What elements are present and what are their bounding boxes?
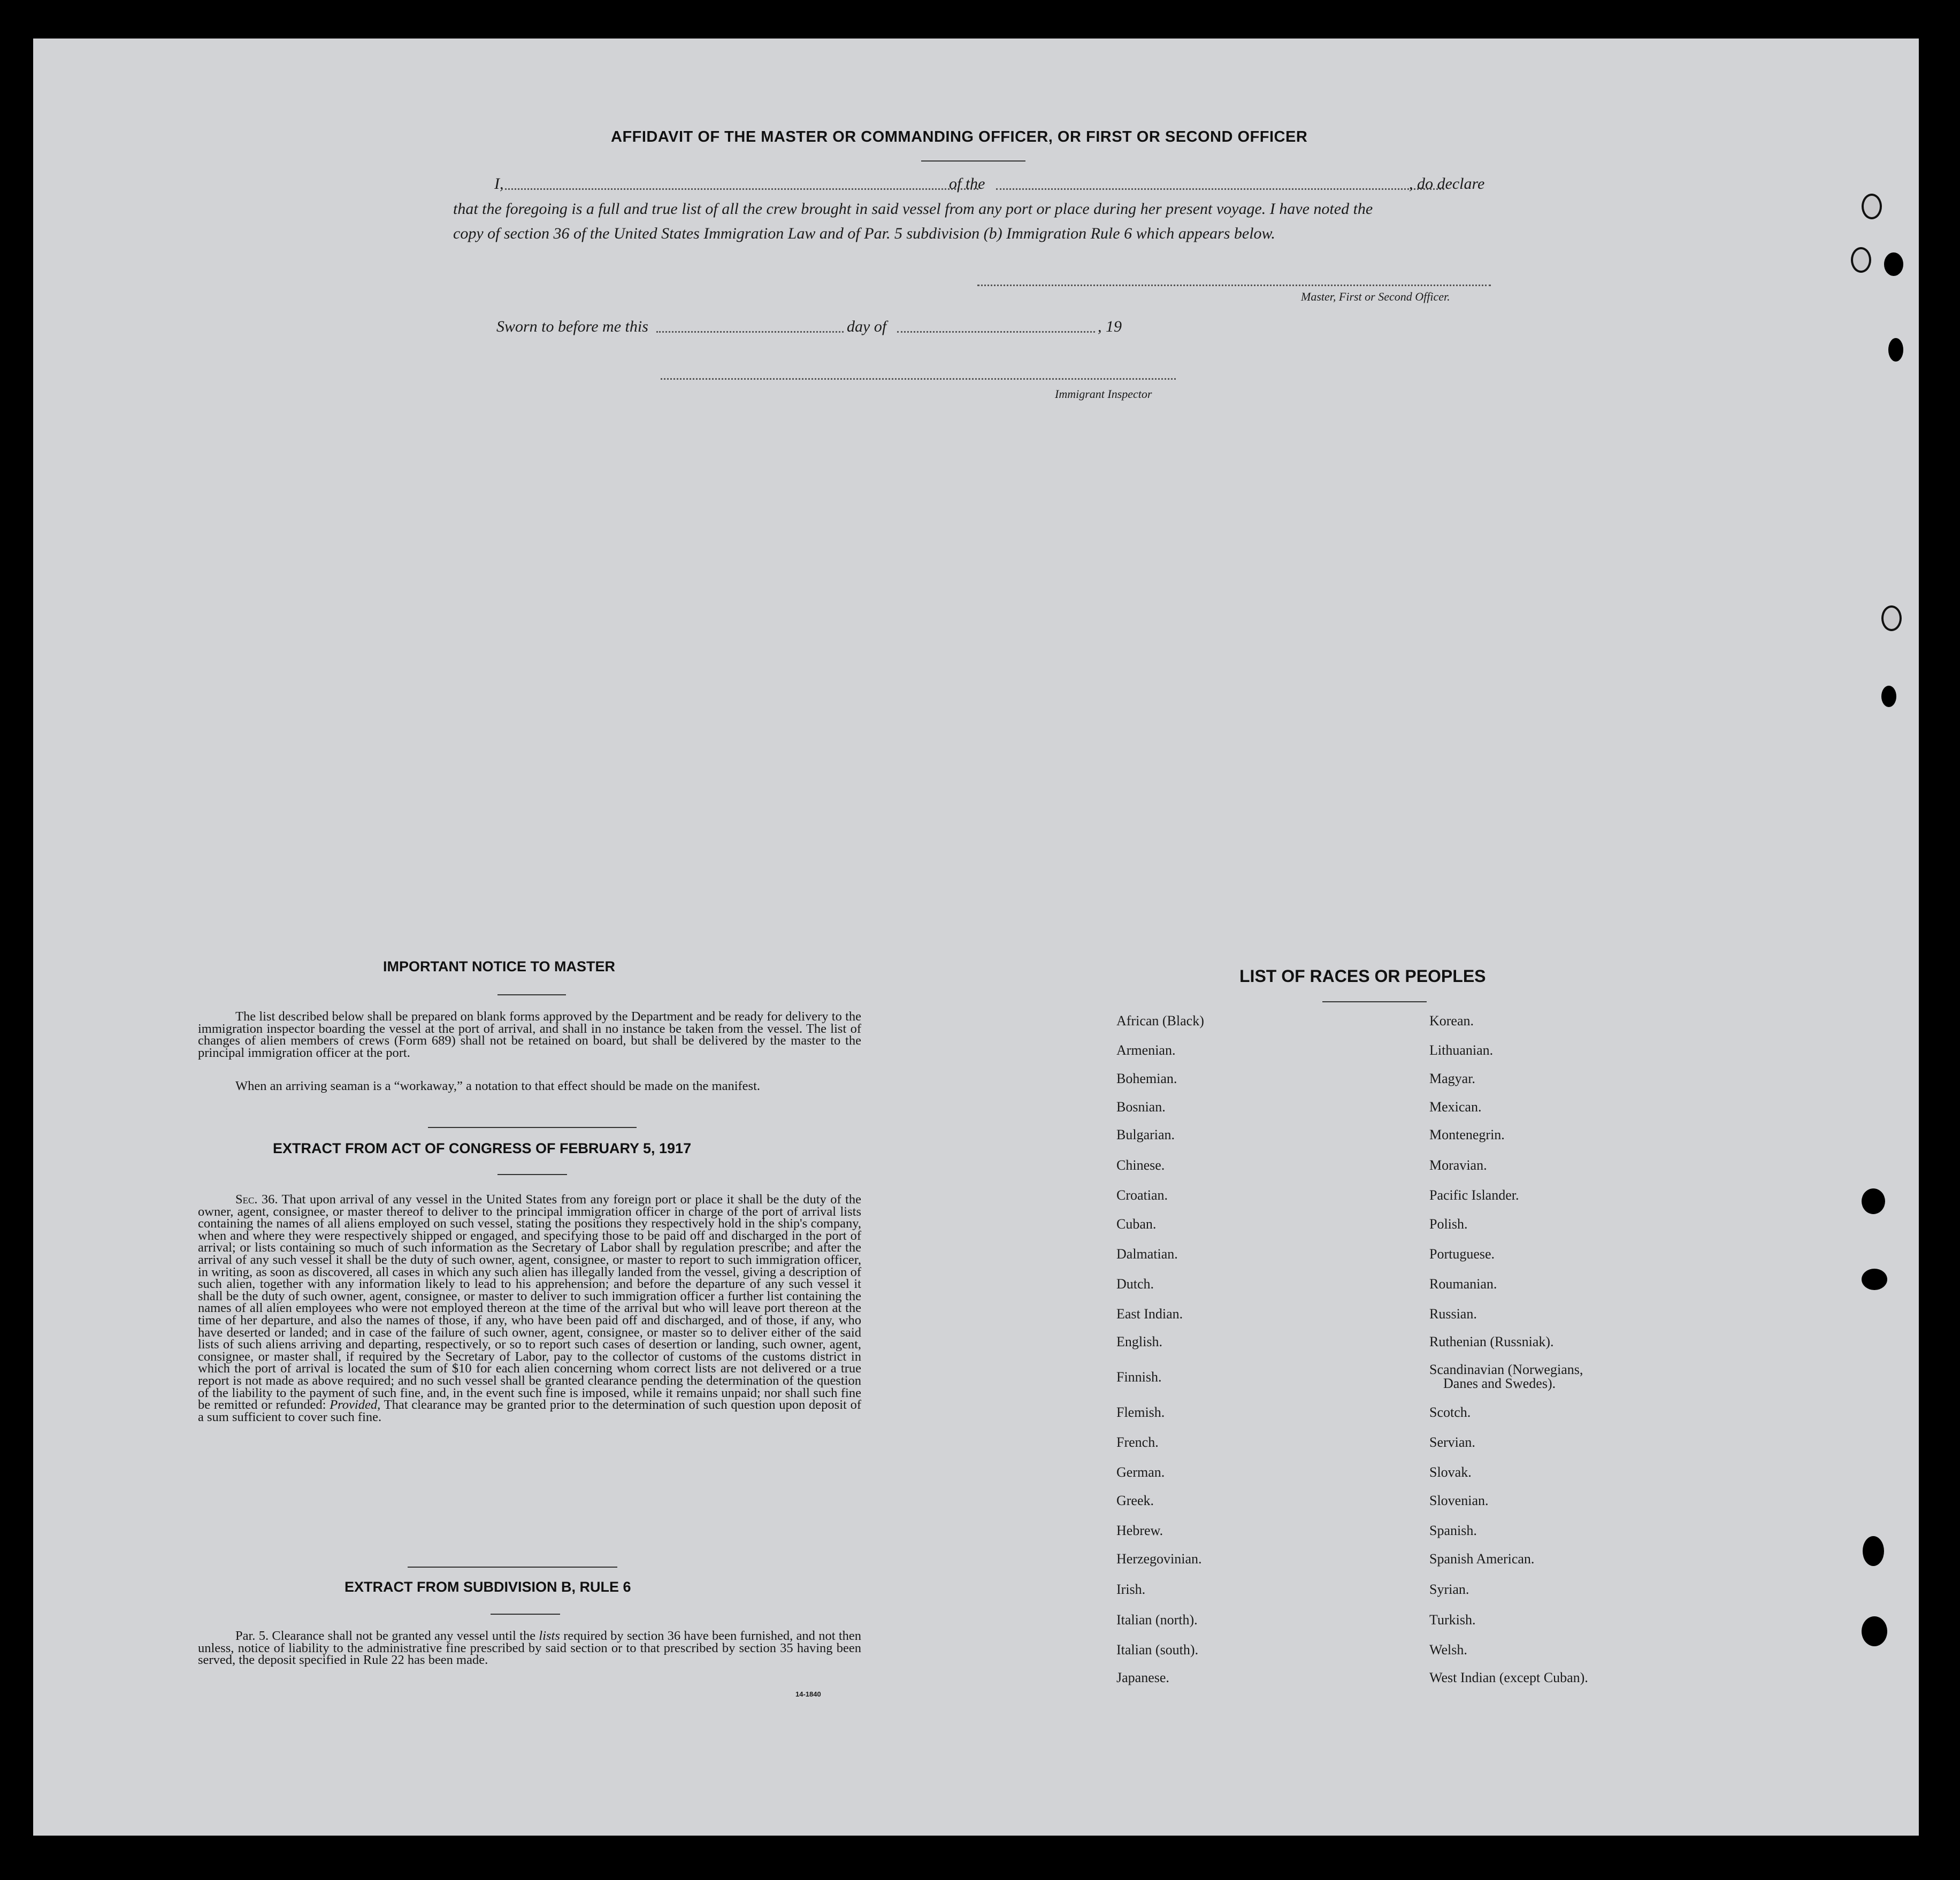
binder-hole [1888, 338, 1903, 362]
form-number: 14-1840 [795, 1690, 821, 1698]
race-item: African (Black) [1116, 1013, 1204, 1029]
affidavit-title: AFFIDAVIT OF THE MASTER OR COMMANDING OFFICER, OR FIRST OR SECOND OFFICER [611, 128, 1308, 145]
rule6-text-a: Par. 5. Clearance shall not be granted any vessel until the [235, 1629, 536, 1643]
race-item: Syrian. [1429, 1582, 1469, 1597]
affidavit-line3: copy of section 36 of the United States Immigration Law and of Par. 5 subdivision (b) Immigration Rule 6 which appears below. [453, 225, 1275, 242]
binder-hole [1881, 686, 1896, 707]
race-item: Scandinavian (Norwegians, [1429, 1362, 1583, 1377]
race-item: Cuban. [1116, 1216, 1157, 1232]
race-item: Herzegovinian. [1116, 1551, 1202, 1567]
race-item: Servian. [1429, 1434, 1475, 1450]
act-text-end: That clearance may be granted prior to the determination of such question upon deposit of a sum sufficient to cover such fine. [198, 1398, 862, 1424]
sec-label: Sec. 36. [235, 1192, 278, 1207]
race-item: Polish. [1429, 1216, 1468, 1232]
notice-divider [497, 994, 566, 995]
title-divider [921, 160, 1025, 162]
race-item: English. [1116, 1334, 1162, 1349]
vessel-blank [996, 188, 1444, 190]
race-item: Slovak. [1429, 1464, 1472, 1480]
affidavit-of-the: of the [949, 175, 985, 193]
race-item: Magyar. [1429, 1071, 1475, 1086]
races-divider [1322, 1001, 1427, 1002]
section-divider-2 [408, 1567, 617, 1568]
act-paragraph [198, 1194, 861, 1423]
race-item: Welsh. [1429, 1642, 1467, 1658]
affidavit-declare: , do declare [1409, 175, 1485, 193]
sworn-day-blank [656, 331, 844, 333]
race-item: Bulgarian. [1116, 1127, 1175, 1142]
race-item: Irish. [1116, 1582, 1146, 1597]
race-item: Japanese. [1116, 1670, 1169, 1685]
race-item: Flemish. [1116, 1405, 1165, 1420]
binder-hole [1862, 1616, 1887, 1646]
race-item: Dalmatian. [1116, 1246, 1178, 1262]
binder-hole [1862, 1269, 1887, 1290]
race-item: Italian (south). [1116, 1642, 1199, 1658]
master-label: Master, First or Second Officer. [1301, 290, 1450, 303]
notice-paragraph-2 [198, 1080, 861, 1093]
master-signature-line [977, 285, 1491, 286]
name-blank [505, 188, 978, 190]
document-page [33, 39, 1919, 1836]
race-item: German. [1116, 1464, 1165, 1480]
notice-text-2: When an arriving seaman is a “workaway,” a notation to that effect should be made on the manifest. [235, 1079, 761, 1093]
act-title: EXTRACT FROM ACT OF CONGRESS OF FEBRUARY 5, 1917 [273, 1140, 692, 1156]
race-item: Mexican. [1429, 1099, 1482, 1115]
race-item: Montenegrin. [1429, 1127, 1505, 1142]
sworn-text: Sworn to before me this [496, 318, 648, 335]
races-title: LIST OF RACES OR PEOPLES [1239, 966, 1486, 986]
race-item: Moravian. [1429, 1157, 1487, 1173]
race-item: Dutch. [1116, 1276, 1154, 1292]
rule6-paragraph [198, 1630, 861, 1667]
race-item: Roumanian. [1429, 1276, 1497, 1292]
race-item: Portuguese. [1429, 1246, 1495, 1262]
notice-paragraph-1 [198, 1011, 861, 1059]
rule6-title: EXTRACT FROM SUBDIVISION B, RULE 6 [344, 1579, 631, 1595]
race-item: French. [1116, 1434, 1159, 1450]
sworn-month-blank [897, 331, 1095, 333]
inspector-signature-line [661, 378, 1176, 380]
race-item: Armenian. [1116, 1042, 1176, 1058]
binder-hole [1884, 252, 1903, 276]
race-item: Hebrew. [1116, 1523, 1163, 1538]
race-item: Lithuanian. [1429, 1042, 1494, 1058]
binder-hole [1881, 605, 1902, 631]
race-item-sub: Danes and Swedes). [1443, 1376, 1556, 1391]
race-item: Bosnian. [1116, 1099, 1166, 1115]
race-item: Pacific Islander. [1429, 1187, 1519, 1203]
race-item: Ruthenian (Russniak). [1429, 1334, 1554, 1349]
affidavit-line2: that the foregoing is a full and true list of all the crew brought in said vessel from any port or place during her present voyage. I have noted the [453, 200, 1373, 218]
binder-hole [1863, 1536, 1884, 1566]
section-divider-1 [428, 1127, 637, 1128]
binder-hole [1862, 194, 1882, 219]
race-item: Chinese. [1116, 1157, 1165, 1173]
race-item: Bohemian. [1116, 1071, 1177, 1086]
year-text: , 19 [1098, 318, 1122, 335]
act-text: That upon arrival of any vessel in the United States from any foreign port or place it shall be the duty of the owner, agent, consignee, or master thereof to deliver to the principal immigration officer in charge of the port of arrival lists containing the names of all aliens employed on such vessel, stating the positions they respectively hold in the ship's company, when and where they were respectively shipped or engaged, and specifying those to be paid off and discharged in the port of arrival; or lists containing so much of such information as the Secretary of Labor shall by regulation prescribe; and after the arrival of any such vessel it shall be the duty of such owner, agent, consignee, or master to report to such immigration officer, in writing, as soon as discovered, all cases in which any such alien has illegally landed from the vessel, giving a description of such alien, together with any information likely to lead to his apprehension; and before the departure of any such vessel it shall be the duty of such owner, agent, consignee, or master to deliver to such immigration officer a further list containing the names of all alien employees who were not employed thereon at the time of the arrival but who will leave port thereon at the time of her departure, and also the names of those, if any, who have been paid off and discharged, and of those, if any, who have deserted or landed; and in case of the failure of such owner, agent, consignee, or master so to deliver either of the said lists of such aliens arriving and departing, respectively, or so to report such cases of desertion or landing, such owner, agent, consignee, or master shall, if required by the Secretary of Labor, pay to the collector of customs of the customs district in which the port of arrival is located the sum of $10 for each alien concerning whom correct lists are not delivered or a true report is not made as above required; and no such vessel shall be granted clearance pending the determination of the question of the liability to the payment of such fine, and, in the event such fine is imposed, while it remains unpaid; nor shall such fine be remitted or refunded: [198, 1192, 861, 1413]
act-divider [497, 1174, 567, 1175]
race-item: Spanish American. [1429, 1551, 1535, 1567]
race-item: Spanish. [1429, 1523, 1477, 1538]
rule6-divider [491, 1614, 560, 1615]
race-item: Korean. [1429, 1013, 1474, 1029]
rule6-text-b: required by section 36 have been furnished, and not then unless, notice of liability to the administrative fine prescribed by said section or to that prescribed by section 35 having been served, the deposit specified in Rule 22 has been made. [198, 1629, 861, 1668]
race-item: Scotch. [1429, 1405, 1471, 1420]
race-item: Greek. [1116, 1493, 1154, 1508]
day-of-text: day of [847, 318, 887, 335]
notice-text-1: The list described below shall be prepared on blank forms approved by the Department and be ready for delivery to the immigration inspector boarding the vessel at the port of arrival, and shall in no instance be taken from the vessel. The list of changes of alien members of crews (Form 689) shall not be retained on board, but shall be delivered by the master to the principal immigration officer at the port. [198, 1009, 861, 1060]
race-item: Russian. [1429, 1306, 1477, 1322]
provided-text: Provided, [330, 1398, 381, 1413]
rule6-lists: lists [539, 1629, 560, 1643]
race-item: Finnish. [1116, 1369, 1162, 1385]
race-item: Slovenian. [1429, 1493, 1489, 1508]
binder-hole [1851, 247, 1871, 273]
race-item: East Indian. [1116, 1306, 1183, 1322]
race-item: Croatian. [1116, 1187, 1168, 1203]
race-item: Turkish. [1429, 1612, 1476, 1628]
race-item: West Indian (except Cuban). [1429, 1670, 1588, 1685]
inspector-label: Immigrant Inspector [1055, 387, 1152, 401]
binder-hole [1862, 1188, 1885, 1214]
race-item: Italian (north). [1116, 1612, 1198, 1628]
notice-title: IMPORTANT NOTICE TO MASTER [383, 958, 615, 974]
race-item-scandinavian [1429, 1363, 1583, 1391]
affidavit-i: I, [494, 175, 504, 193]
